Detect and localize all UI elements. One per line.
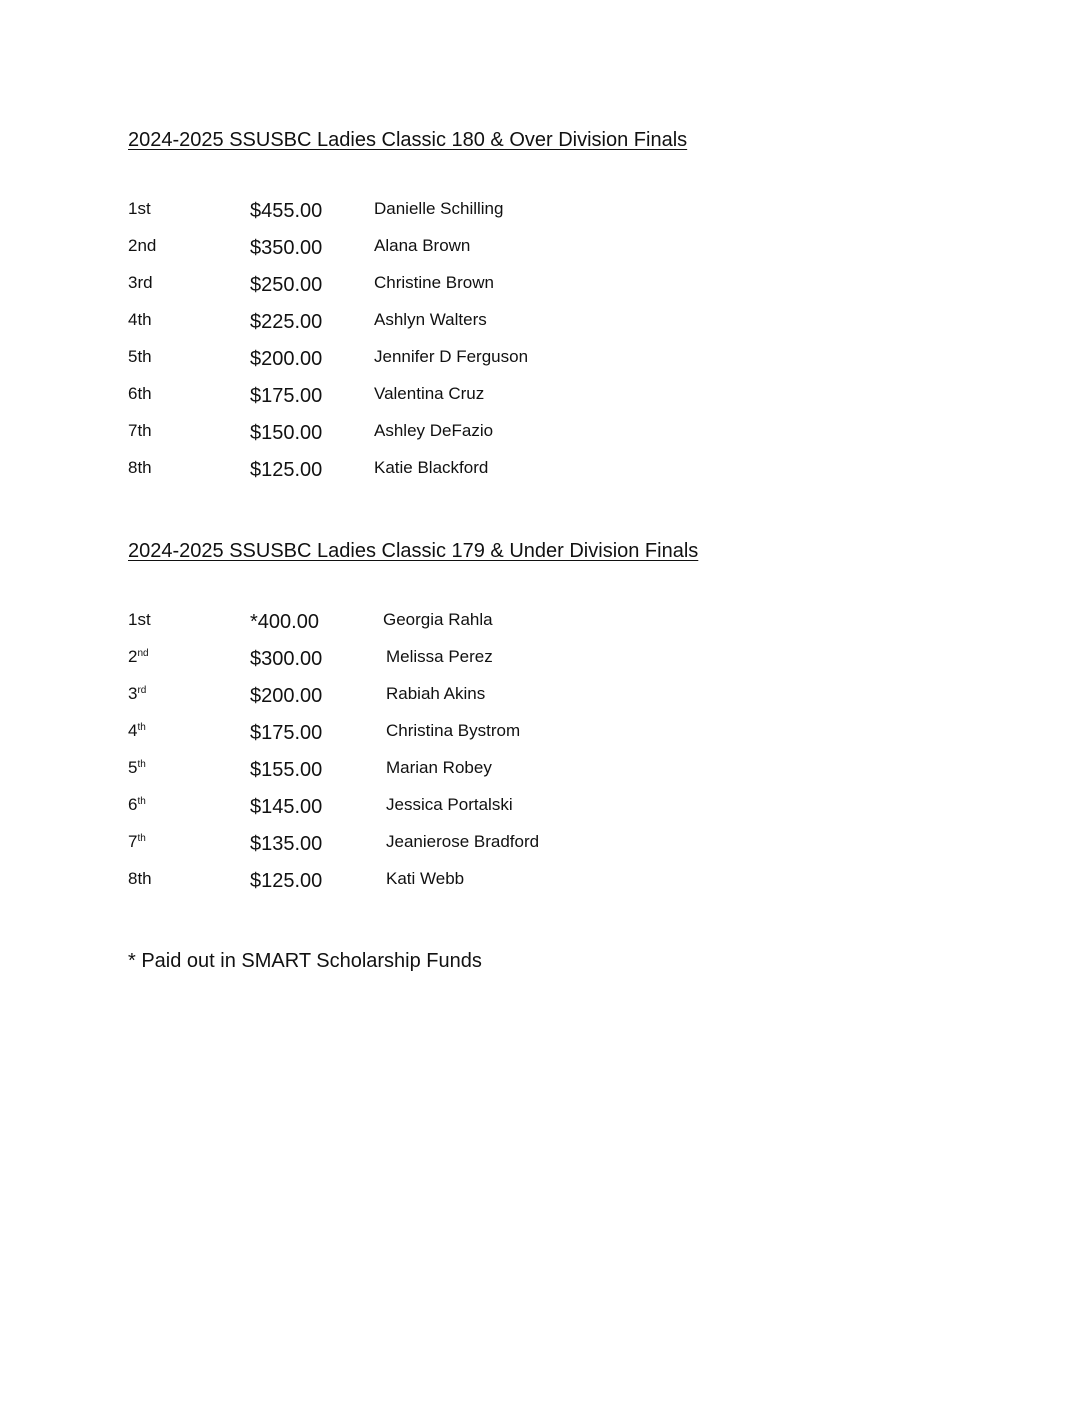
prize-amount: $145.00 — [250, 796, 323, 818]
prize-amount: $200.00 — [250, 348, 323, 370]
bowler-name: Jeanierose Bradford — [386, 832, 540, 851]
results-list-179-under — [128, 607, 828, 903]
place-number: 3rd — [128, 273, 153, 292]
place-label — [128, 457, 152, 479]
prize-amount: $135.00 — [250, 833, 323, 855]
place-label — [128, 794, 146, 816]
bowler-name: Jennifer D Ferguson — [374, 347, 529, 366]
place-label — [128, 198, 151, 220]
bowler-name: Danielle Schilling — [374, 199, 504, 218]
division-title-179-under: 2024-2025 SSUSBC Ladies Classic 179 & Under Division Finals — [128, 540, 699, 562]
bowler-name: Georgia Rahla — [383, 610, 493, 629]
bowler-name: Valentina Cruz — [374, 384, 485, 403]
prize-amount: $250.00 — [250, 274, 323, 296]
place-number: 4th — [128, 310, 152, 329]
result-row — [128, 233, 828, 270]
place-label — [128, 235, 156, 257]
result-row — [128, 755, 828, 792]
place-label — [128, 272, 153, 294]
prize-amount: $125.00 — [250, 459, 323, 481]
result-row — [128, 792, 828, 829]
bowler-name: Kati Webb — [386, 869, 465, 888]
place-number: 7th — [128, 421, 152, 440]
place-number: 7 — [128, 832, 138, 851]
place-label — [128, 609, 151, 631]
bowler-name: Marian Robey — [386, 758, 492, 777]
result-row — [128, 644, 828, 681]
place-ordinal-suffix: nd — [137, 648, 149, 659]
bowler-name: Katie Blackford — [374, 458, 489, 477]
place-number: 2nd — [128, 236, 157, 255]
place-label — [128, 757, 146, 779]
footnote: * Paid out in SMART Scholarship Funds — [128, 950, 482, 972]
place-label — [128, 646, 149, 668]
bowler-name: Melissa Perez — [386, 647, 493, 666]
place-label — [128, 683, 146, 705]
result-row — [128, 270, 828, 307]
division-title-180-over: 2024-2025 SSUSBC Ladies Classic 180 & Over Division Finals — [128, 129, 688, 151]
place-number: 2 — [128, 647, 138, 666]
result-row — [128, 681, 828, 718]
place-number: 8th — [128, 458, 152, 477]
prize-amount: $455.00 — [250, 200, 323, 222]
place-ordinal-suffix: rd — [137, 685, 147, 696]
bowler-name: Ashlyn Walters — [374, 310, 487, 329]
place-number: 5th — [128, 347, 152, 366]
place-ordinal-suffix: th — [137, 796, 146, 807]
place-label — [128, 720, 146, 742]
place-label — [128, 346, 152, 368]
place-number: 6 — [128, 795, 138, 814]
bowler-name: Christina Bystrom — [386, 721, 521, 740]
place-ordinal-suffix: th — [137, 833, 146, 844]
prize-amount: $300.00 — [250, 648, 323, 670]
result-row — [128, 196, 828, 233]
bowler-name: Jessica Portalski — [386, 795, 513, 814]
prize-amount: $155.00 — [250, 759, 323, 781]
prize-amount: $175.00 — [250, 722, 323, 744]
place-number: 4 — [128, 721, 138, 740]
result-row — [128, 607, 828, 644]
bowler-name: Ashley DeFazio — [374, 421, 494, 440]
prize-amount: $200.00 — [250, 685, 323, 707]
bowler-name: Alana Brown — [374, 236, 471, 255]
prize-amount: *400.00 — [250, 611, 319, 633]
place-label — [128, 868, 152, 890]
result-row — [128, 829, 828, 866]
prize-amount: $350.00 — [250, 237, 323, 259]
result-row — [128, 307, 828, 344]
place-number: 1st — [128, 199, 151, 218]
result-row — [128, 381, 828, 418]
place-number: 6th — [128, 384, 152, 403]
result-row — [128, 866, 828, 903]
result-row — [128, 418, 828, 455]
prize-amount: $150.00 — [250, 422, 323, 444]
result-row — [128, 718, 828, 755]
bowler-name: Rabiah Akins — [386, 684, 486, 703]
prize-amount: $125.00 — [250, 870, 323, 892]
place-number: 5 — [128, 758, 138, 777]
place-number: 8th — [128, 869, 152, 888]
prize-amount: $175.00 — [250, 385, 323, 407]
results-list-180-over — [128, 196, 828, 492]
place-number: 1st — [128, 610, 151, 629]
place-label — [128, 309, 152, 331]
prize-amount: $225.00 — [250, 311, 323, 333]
result-row — [128, 344, 828, 381]
place-label — [128, 831, 146, 853]
result-row — [128, 455, 828, 492]
place-number: 3 — [128, 684, 138, 703]
place-label — [128, 383, 152, 405]
bowler-name: Christine Brown — [374, 273, 494, 292]
place-ordinal-suffix: th — [137, 722, 146, 733]
place-ordinal-suffix: th — [137, 759, 146, 770]
place-label — [128, 420, 152, 442]
